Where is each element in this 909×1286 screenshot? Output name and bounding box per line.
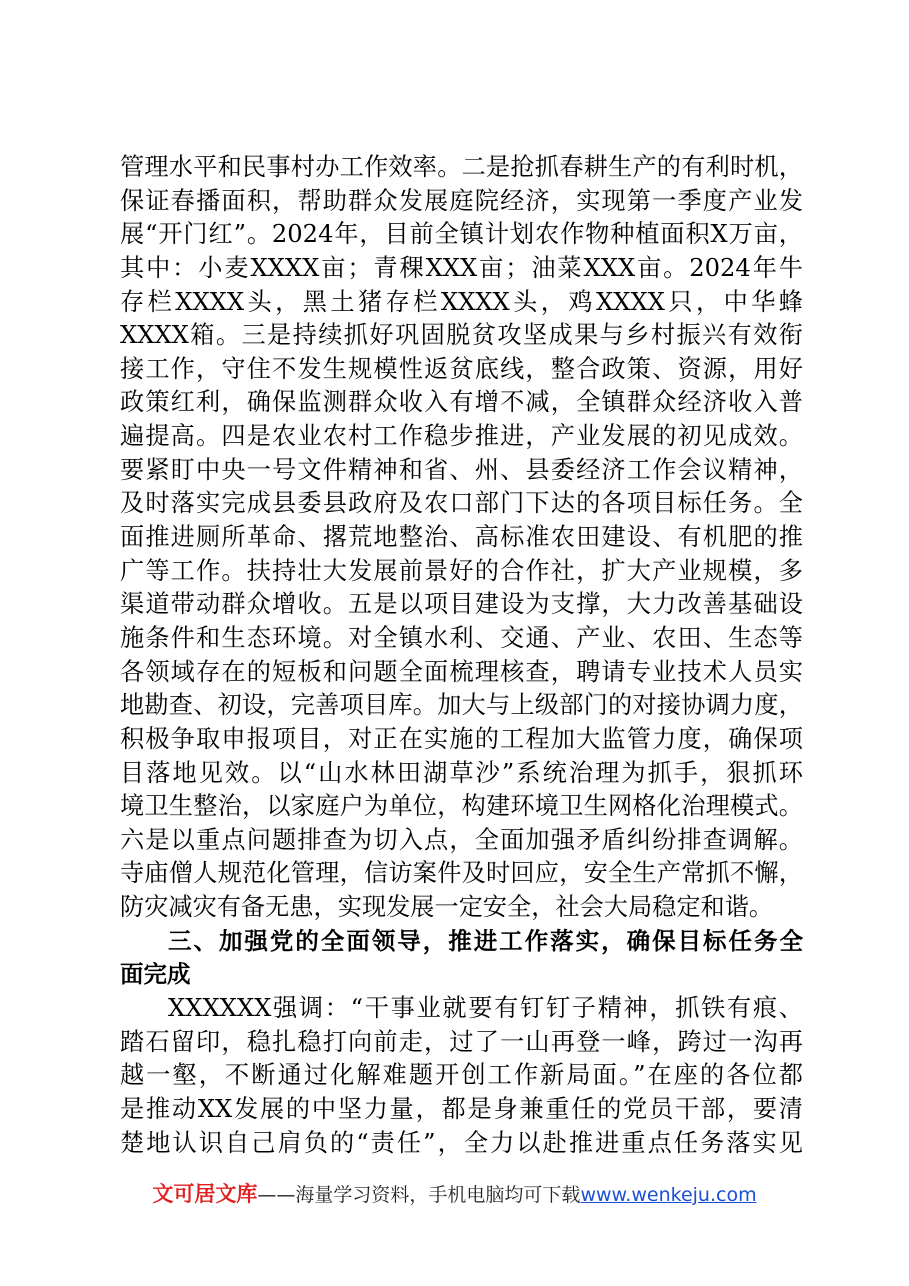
paragraph-line: 目落地见效。以“山水林田湖草沙”系统治理为抓手，狠抓环 — [120, 758, 803, 787]
footer-banner — [0, 1181, 909, 1208]
paragraph-line: 接工作，守住不发生规模性返贫底线，整合政策、资源，用好 — [120, 354, 803, 383]
section-heading-line: 面完成 — [120, 960, 191, 989]
paragraph-line: 其中：小麦XXXX亩；青稞XXX亩；油菜XXX亩。2024年牛 — [120, 253, 803, 282]
footer-brand: 文可居文库 — [152, 1182, 258, 1206]
paragraph-line: 管理水平和民事村办工作效率。二是抢抓春耕生产的有利时机， — [120, 153, 803, 181]
paragraph-line: 存栏XXXX头，黑土猪存栏XXXX头，鸡XXXX只，中华蜂 — [120, 287, 803, 316]
paragraph-line: 各领域存在的短板和问题全面梳理核查，聘请专业技术人员实 — [120, 657, 803, 686]
paragraph-line: XXXX箱。三是持续抓好巩固脱贫攻坚成果与乡村振兴有效衔 — [120, 321, 803, 350]
paragraph-line: 楚地认识自己肩负的“责任”，全力以赴推进重点任务落实见 — [120, 1128, 803, 1157]
footer-tagline: ——海量学习资料，手机电脑均可下载 — [257, 1184, 581, 1206]
paragraph-line: 要紧盯中央一号文件精神和省、州、县委经济工作会议精神， — [120, 455, 803, 484]
paragraph-line: 遍提高。四是农业农村工作稳步推进，产业发展的初见成效。 — [120, 422, 803, 451]
paragraph-line: 施条件和生态环境。对全镇水利、交通、产业、农田、生态等 — [120, 623, 803, 652]
paragraph-line: 广等工作。扶持壮大发展前景好的合作社，扩大产业规模，多 — [120, 556, 803, 585]
paragraph-line: 防灾减灾有备无患，实现发展一定安全，社会大局稳定和谐。 — [120, 893, 774, 922]
paragraph-line: 越一壑，不断通过化解难题开创工作新局面。”在座的各位都 — [120, 1061, 803, 1090]
document-body — [120, 151, 803, 1160]
paragraph-line: 踏石留印，稳扎稳打向前走，过了一山再登一峰，跨过一沟再 — [120, 1027, 803, 1056]
paragraph-line: 保证春播面积，帮助群众发展庭院经济，实现第一季度产业发 — [120, 186, 803, 215]
paragraph-line: 是推动XX发展的中坚力量，都是身兼重任的党员干部，要清 — [120, 1094, 803, 1123]
section-heading-line: 三、加强党的全面领导，推进工作落实，确保目标任务全 — [168, 926, 803, 955]
paragraph-line: 地勘查、初设，完善项目库。加大与上级部门的对接协调力度， — [120, 691, 803, 720]
paragraph-line: 政策红利，确保监测群众收入有增不减，全镇群众经济收入普 — [120, 388, 803, 417]
paragraph-line: 六是以重点问题排查为切入点，全面加强矛盾纠纷排查调解。 — [120, 825, 803, 854]
paragraph-line: XXXXXX强调：“干事业就要有钉钉子精神，抓铁有痕、 — [168, 994, 803, 1023]
paragraph-line: 境卫生整治，以家庭户为单位，构建环境卫生网格化治理模式。 — [120, 792, 803, 821]
paragraph-line: 及时落实完成县委县政府及农口部门下达的各项目标任务。全 — [120, 489, 803, 518]
paragraph-line: 面推进厕所革命、撂荒地整治、高标准农田建设、有机肥的推 — [120, 523, 803, 552]
paragraph-line: 展“开门红”。2024年，目前全镇计划农作物种植面积X万亩， — [120, 220, 803, 249]
footer-link[interactable]: www.wenkeju.com — [580, 1184, 757, 1206]
paragraph-line: 渠道带动群众增收。五是以项目建设为支撑，大力改善基础设 — [120, 590, 803, 619]
paragraph-line: 积极争取申报项目，对正在实施的工程加大监管力度，确保项 — [120, 724, 803, 753]
paragraph-line: 寺庙僧人规范化管理，信访案件及时回应，安全生产常抓不懈， — [120, 859, 803, 888]
